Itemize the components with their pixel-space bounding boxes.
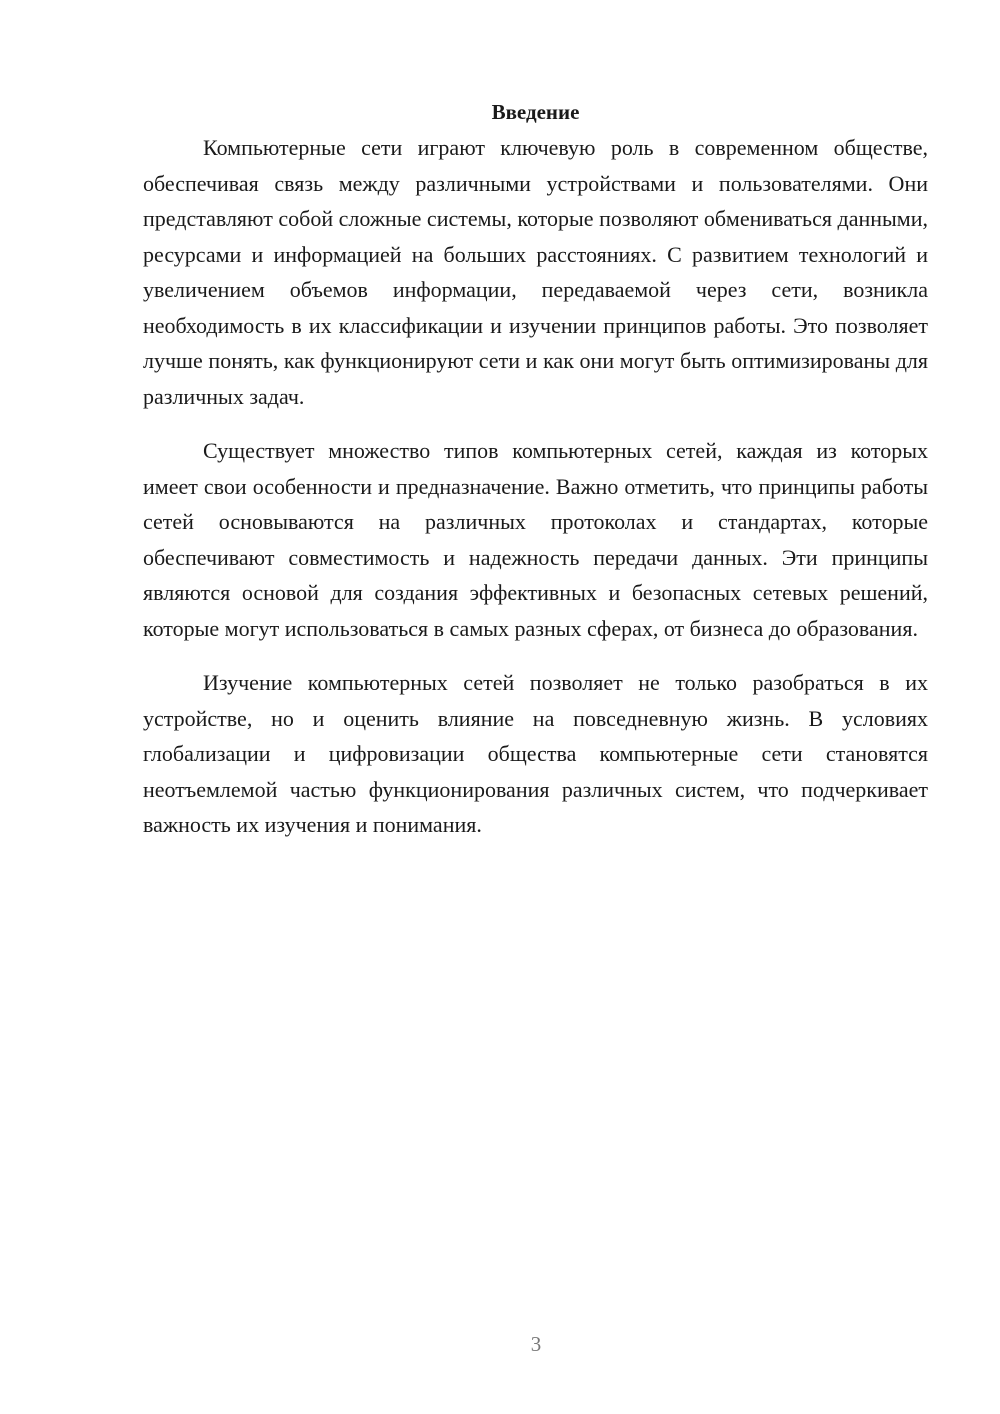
page-content: [143, 94, 928, 843]
paragraph-1: Компьютерные сети играют ключевую роль в современном обществе, обеспечивая связь между различными устройствами и пользователями. Они представляют собой сложные системы, которые позволяют обмениваться данными, ресурсами и информацией на больших расстояниях. С развитием технологий и увеличением объемов информации, передаваемой через сети, возникла необходимость в их классификации и изучении принципов работы. Это позволяет лучше понять, как функционируют сети и как они могут быть оптимизированы для различных задач.: [143, 135, 928, 409]
page-number: 3: [530, 1332, 542, 1356]
section-heading: Введение: [491, 100, 580, 124]
paragraph-2: Существует множество типов компьютерных сетей, каждая из которых имеет свои особенности и предназначение. Важно отметить, что принципы работы сетей основываются на различных протоколах и стандартах, которые обеспечивают совместимость и надежность передачи данных. Эти принципы являются основой для создания эффективных и безопасных сетевых решений, которые могут использоваться в самых разных сферах, от бизнеса до образования.: [143, 438, 928, 641]
paragraph-3: Изучение компьютерных сетей позволяет не только разобраться в их устройстве, но и оценить влияние на повседневную жизнь. В условиях глобализации и цифровизации общества компьютерные сети становятся неотъемлемой частью функционирования различных систем, что подчеркивает важность их изучения и понимания.: [143, 670, 928, 837]
